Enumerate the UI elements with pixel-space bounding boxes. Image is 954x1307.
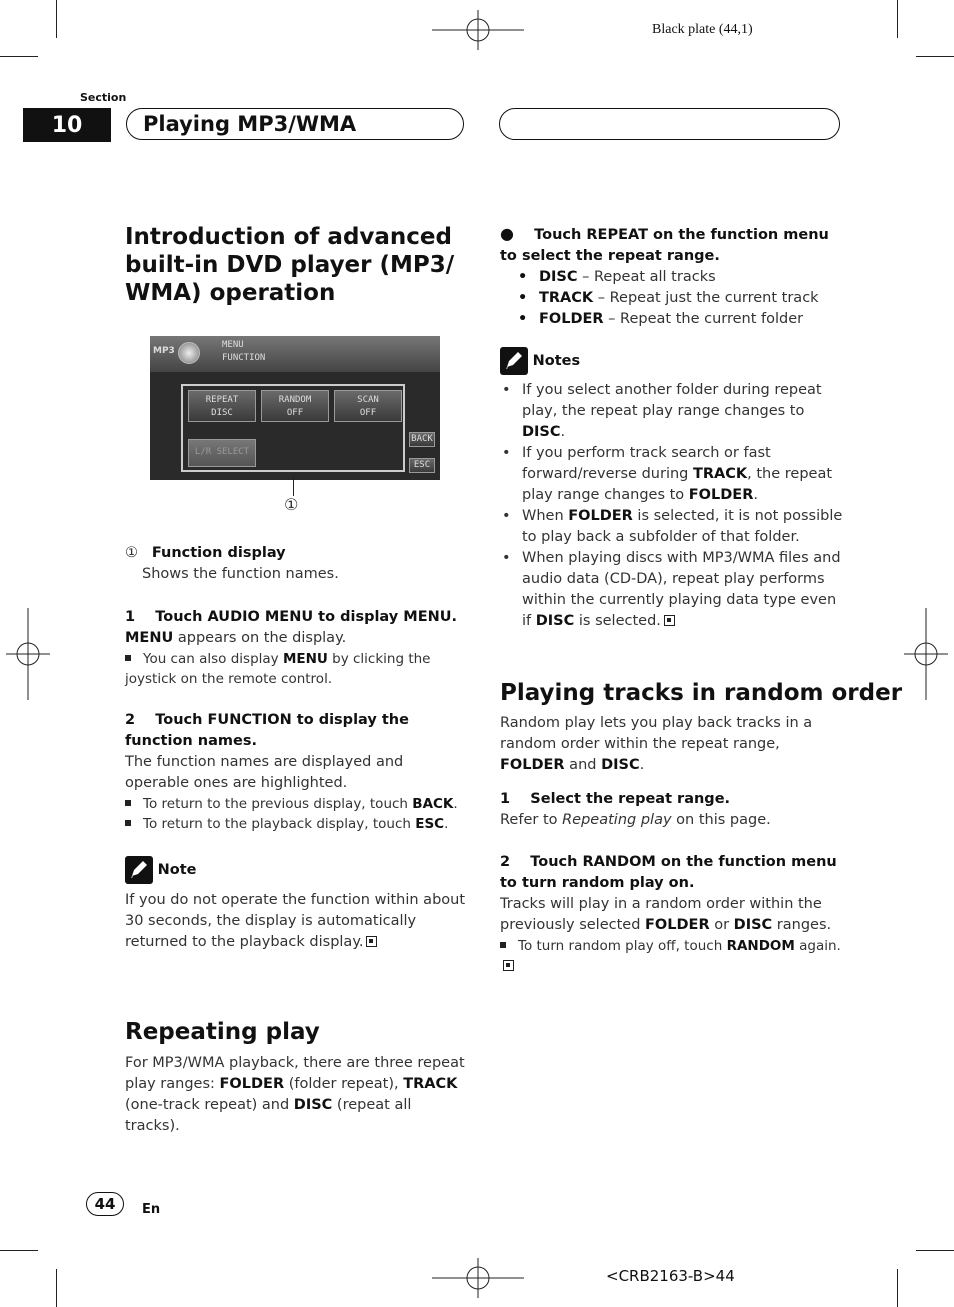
note1-bold: DISC [522,424,561,440]
crop-mark [56,0,57,38]
screen-function-line: FUNCTION [222,353,266,363]
range-desc: – Repeat all tracks [577,269,716,285]
plate-label: Black plate (44,1) [652,22,753,37]
section-title: Playing MP3/WMA [126,108,464,140]
range-name: DISC [539,269,578,285]
back-button[interactable]: BACK [409,432,435,447]
list-item: • If you perform track search or fast forward/reverse during TRACK, the repeat play range changes to FOLDER. [500,443,845,506]
notes-heading [500,347,845,375]
scan-button-line: SCAN [357,395,379,405]
note-body [125,890,465,953]
list-item [500,309,845,330]
step1-body [125,628,465,649]
repeat-t2: (one-track repeat) and [125,1097,294,1113]
step2-body: The function names are displayed and operable ones are highlighted. [125,754,404,791]
end-mark-icon [366,936,377,947]
screen-menu-label [222,339,265,365]
random-pre: Random play lets you play back tracks in a random order within the repeat range, [500,715,813,752]
range-name: TRACK [539,290,594,306]
note2-pre: If you perform track search or fast forward/reverse during [522,445,771,482]
rstep2-tip [500,936,845,976]
language-label: En [142,1202,161,1217]
step1-text: appears on the display. [173,630,347,646]
step2-tip-back: To return to the previous display, touch BACK. [125,794,465,814]
left-column [125,543,465,953]
step1-title: Touch AUDIO MENU to display MENU. [155,609,458,625]
step1-tip [125,649,465,689]
random-title: Playing tracks in random order [500,680,903,706]
list-item [500,506,845,548]
rstep1-italic: Repeating play [562,812,672,828]
callout-leader-line [293,476,294,496]
step1-number: 1 [125,609,136,625]
repeat-step-title: Touch REPEAT on the function menu to select the repeat range. [500,227,829,264]
note3-bold: FOLDER [568,508,633,524]
list-item [500,548,845,632]
note-label: Note [157,862,197,878]
rtip-post: again. [794,938,841,954]
step1-tip-post: by clicking the joystick on the remote control. [125,651,431,687]
registration-mark-top [432,10,524,50]
rstep2-number: 2 [500,854,511,870]
callout-marker: ① [284,495,299,514]
document-code: <CRB2163-B>44 [606,1267,735,1285]
callout-desc: Shows the function names. [142,566,339,582]
crop-mark [0,56,38,57]
rstep1-body [500,810,845,831]
right-column [500,223,845,632]
registration-mark-left [6,608,50,700]
random-intro: Random play lets you play back tracks in a random order within the repeat range, FOLDER and DISC. [500,715,813,773]
rtip-bold: RANDOM [726,938,795,954]
step1-bold: MENU [125,630,174,646]
repeat-t3: (repeat all tracks). [125,1097,412,1134]
note2-bold1: TRACK [692,466,748,482]
rstep1-post: on this page. [671,812,771,828]
step2-tip-esc: To return to the playback display, touch ESC. [125,814,465,834]
repeat-track: TRACK [403,1076,458,1092]
random-section [500,713,845,976]
repeat-t1: (folder repeat), [284,1076,404,1092]
repeat-title: Repeating play [125,1019,320,1045]
crop-mark [56,1269,57,1307]
step1-tip-pre: You can also display [143,651,283,667]
range-desc: – Repeat the current folder [603,311,804,327]
note-heading [125,856,465,884]
scan-button-value: OFF [359,408,377,418]
note2-mid: , the repeat play range changes to [522,466,833,503]
random-folder: FOLDER [500,757,565,773]
step2-tip1-pre: To return to the previous display, touch [143,796,413,812]
notes-list [500,380,845,632]
section-label: Section [80,91,127,104]
note4-post: is selected. [574,613,661,629]
rtip-pre: To turn random play off, touch [518,938,727,954]
repeat-folder: FOLDER [219,1076,285,1092]
crop-mark [916,56,954,57]
list-item: • If you select another folder during repeat play, the repeat play range changes to DISC. [500,380,845,443]
rstep2-heading [500,852,845,894]
callout-title: Function display [151,545,286,561]
screen-menu-line: MENU [222,340,244,350]
repeat-button[interactable] [188,390,256,422]
rstep1-pre: Refer to [500,812,563,828]
notes-pencil-icon [500,347,528,375]
disc-icon [178,342,200,364]
end-mark-icon [664,615,675,626]
callout-number: ① [125,545,138,561]
repeat-body [125,1053,465,1137]
random-button-value: OFF [286,408,304,418]
esc-button[interactable]: ESC [409,458,435,473]
step2-number: 2 [125,712,136,728]
rstep2-title: Touch RANDOM on the function menu to turn random play on. [500,854,837,891]
step1-tip-bold: MENU [282,651,328,667]
rstep1-heading [500,789,845,810]
page-number: 44 [86,1192,124,1216]
function-screen-illustration [150,336,440,480]
section-number: 10 [23,108,111,142]
repeat-button-value: DISC [211,408,233,418]
rstep1-number: 1 [500,791,511,807]
rstep2-post: ranges. [772,917,832,933]
step2-tip1-bold: BACK [412,796,454,812]
random-disc: DISC [601,757,640,773]
note-text: If you do not operate the function within about 30 seconds, the display is automatically returned to the playback display. [125,892,466,950]
random-button-line: RANDOM [278,395,312,405]
note4-pre: When playing discs with MP3/WMA files and audio data (CD-DA), repeat play performs within the currently playing data type even if [522,550,841,629]
range-desc: – Repeat just the current track [593,290,819,306]
step2-tip2-bold: ESC [415,816,445,832]
rstep1-title: Select the repeat range. [530,791,731,807]
step2-heading [125,710,465,752]
crop-mark [897,1269,898,1307]
repeat-range-list [500,267,845,330]
rstep2-folder: FOLDER [645,917,710,933]
step2-title: Touch FUNCTION to display the function names. [125,712,409,749]
list-item [500,288,845,309]
crop-mark [0,1250,38,1251]
rstep2-body [500,894,845,936]
registration-mark-right [904,608,948,700]
repeat-disc: DISC [293,1097,333,1113]
note3-pre: When [522,508,569,524]
random-and: and [564,757,602,773]
range-name: FOLDER [539,311,604,327]
list-item [500,267,845,288]
notes-label: Notes [532,353,581,369]
note2-bold2: FOLDER [688,487,754,503]
step2-tip2-pre: To return to the playback display, touch [143,816,416,832]
note4-bold: DISC [535,613,575,629]
repeat-pre: For MP3/WMA playback, there are three repeat play ranges: [125,1055,465,1092]
step1-heading [125,607,465,628]
crop-mark [916,1250,954,1251]
registration-mark-bottom [432,1258,524,1298]
crop-mark [897,0,898,38]
repeat-button-line: REPEAT [205,395,239,405]
end-mark-icon [503,960,514,971]
screen-source-label: MP3 [153,346,175,356]
note3-post: is selected, it is not possible to play back a subfolder of that folder. [522,508,843,545]
lr-select-button[interactable]: L/R SELECT [188,439,256,467]
section-title-box-right [499,108,840,140]
note-pencil-icon [125,856,153,884]
intro-title: Introduction of advanced built-in DVD player (MP3/ WMA) operation [125,224,455,306]
scan-button[interactable] [334,390,402,422]
random-button[interactable] [261,390,329,422]
rstep2-or: or [709,917,734,933]
rstep2-pre: Tracks will play in a random order within the previously selected [500,896,822,933]
note1-pre: If you select another folder during repeat play, the repeat play range changes to [522,382,822,419]
rstep2-disc: DISC [733,917,773,933]
repeat-step-heading: ● Touch REPEAT on the function menu to select the repeat range. [500,224,829,264]
